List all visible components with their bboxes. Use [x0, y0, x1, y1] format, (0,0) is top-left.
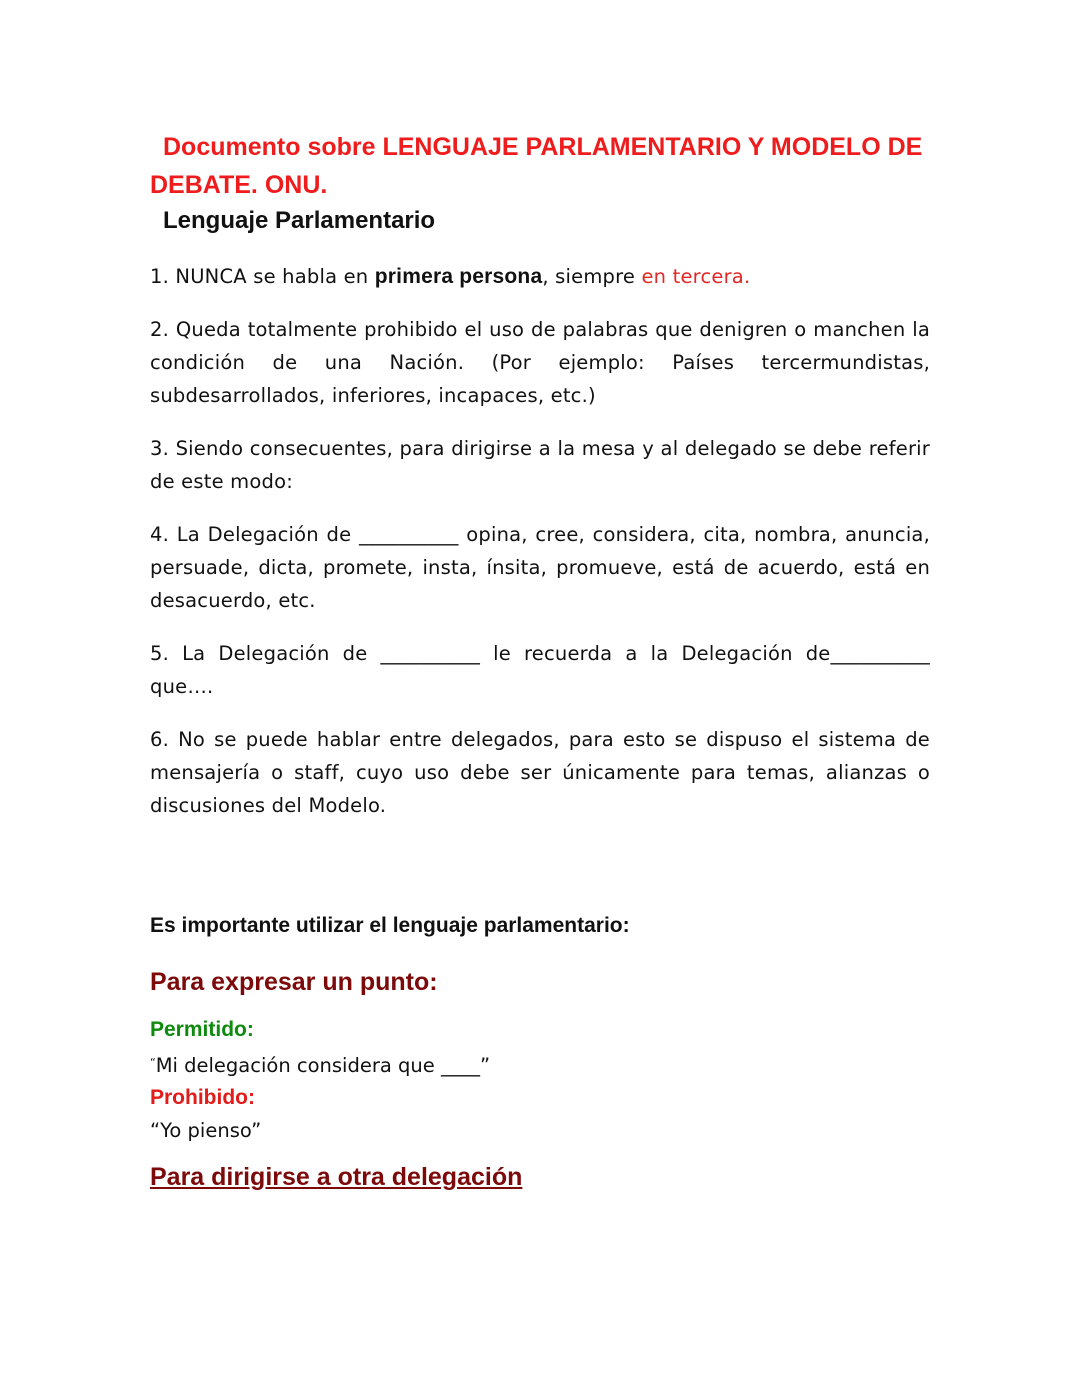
rule-5: 5. La Delegación de __________ le recuerda a la Delegación de__________ que…. [150, 642, 930, 698]
allowed-label: Permitido: [150, 1018, 254, 1041]
rule-1 [150, 260, 930, 293]
section-heading-point: Para expresar un punto: [150, 968, 438, 996]
spacer [150, 842, 930, 910]
rule-3: 3. Siendo consecuentes, para dirigirse a la mesa y al delegado se debe referir de este modo: [150, 437, 930, 493]
allowed-open-quote: “ [150, 1056, 156, 1069]
rule-1-red: en tercera. [641, 265, 751, 288]
rule-4: 4. La Delegación de __________ opina, cree, considera, cita, nombra, anuncia, persuade, dicta, promete, insta, ínsita, promueve, está de acuerdo, está en desacuerdo, etc. [150, 523, 930, 612]
allowed-example-text: Mi delegación considera que ____” [155, 1054, 491, 1077]
document-body [150, 128, 930, 1209]
allowed-example [150, 1046, 930, 1082]
section-heading-address: Para dirigirse a otra delegación [150, 1163, 523, 1191]
rule-1-prefix: 1. NUNCA se habla en [150, 265, 375, 288]
rule-1-bold: primera persona [374, 265, 543, 288]
document-title: Documento sobre LENGUAJE PARLAMENTARIO Y MODELO DE DEBATE. ONU. [150, 133, 923, 199]
rule-2: 2. Queda totalmente prohibido el uso de palabras que denigren o manchen la condición de una Nación. (Por ejemplo: Países tercermundistas, subdesarrollados, inferiores, incapaces, etc.) [150, 318, 930, 407]
intro-text: Es importante utilizar el lenguaje parlamentario: [150, 914, 630, 937]
rule-1-middle: , siempre [542, 265, 642, 288]
section-subtitle: Lenguaje Parlamentario [163, 207, 436, 234]
forbidden-example: “Yo pienso” [150, 1119, 262, 1142]
rule-6: 6. No se puede hablar entre delegados, para esto se dispuso el sistema de mensajería o staff, cuyo uso debe ser únicamente para temas, alianzas o discusiones del Modelo. [150, 728, 930, 817]
forbidden-label: Prohibido: [150, 1086, 255, 1109]
